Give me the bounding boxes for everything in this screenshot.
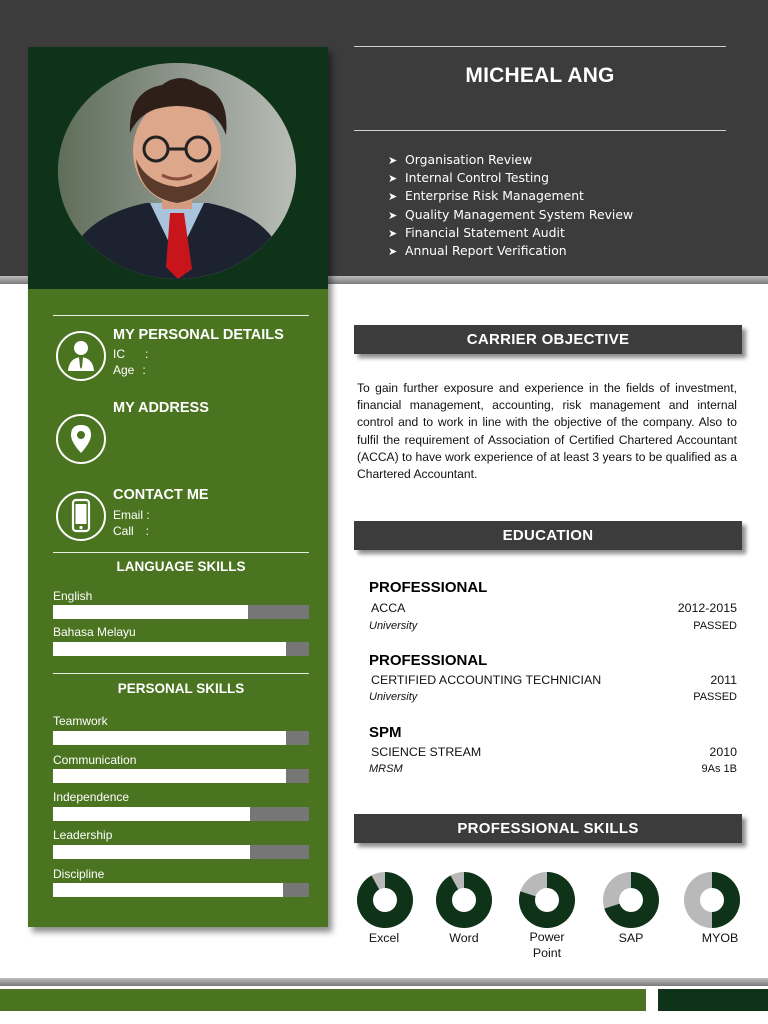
- age-colon: :: [142, 363, 146, 377]
- service-item: [388, 224, 633, 242]
- education-subrow: [369, 620, 737, 632]
- call-colon: :: [145, 524, 150, 538]
- skill-donut: [356, 871, 414, 929]
- email-field: Email :: [113, 508, 150, 522]
- call-label: Call: [113, 524, 134, 538]
- ic-label: IC: [113, 347, 125, 361]
- education-header: EDUCATION: [354, 521, 742, 550]
- panel-divider: [53, 315, 309, 316]
- candidate-name: MICHEAL ANG: [465, 64, 615, 87]
- education-row: [371, 673, 737, 687]
- skill-label: Word: [449, 931, 479, 945]
- call-field: [113, 524, 149, 540]
- language-skill-fill: [53, 605, 248, 619]
- personal-skill-fill: [53, 731, 286, 745]
- chevron-right-icon: ➤: [388, 172, 398, 186]
- personal-skill-bar: [53, 807, 309, 821]
- service-item: [388, 187, 633, 205]
- phone-icon: [56, 491, 106, 541]
- donut-hole: [373, 888, 397, 912]
- location-pin-icon: [56, 414, 106, 464]
- person-icon: [56, 331, 106, 381]
- panel-divider: [53, 552, 309, 553]
- name-divider-top: [354, 46, 726, 47]
- education-heading: SPM: [369, 724, 402, 741]
- donut-hole: [535, 888, 559, 912]
- footer-dark-band: [658, 989, 768, 1011]
- education-year: 2011: [710, 673, 737, 687]
- ic-colon: :: [145, 347, 149, 361]
- education-heading: PROFESSIONAL: [369, 652, 488, 669]
- education-name: CERTIFIED ACCOUNTING TECHNICIAN: [371, 673, 602, 687]
- personal-skills-title: PERSONAL SKILLS: [117, 681, 245, 696]
- chevron-right-icon: ➤: [388, 245, 398, 259]
- skill-donut: [683, 871, 741, 929]
- side-panel: [28, 47, 328, 927]
- name-divider-bottom: [354, 130, 726, 131]
- personal-skill-label: Communication: [53, 753, 137, 767]
- language-skill-label: Bahasa Melayu: [53, 625, 136, 639]
- personal-skill-label: Discipline: [53, 867, 105, 881]
- education-heading: PROFESSIONAL: [369, 579, 488, 596]
- education-row: [371, 601, 737, 615]
- photo-backdrop: [28, 47, 328, 289]
- profile-photo: [58, 63, 296, 279]
- ic-field: [113, 347, 148, 363]
- chevron-right-icon: ➤: [388, 226, 398, 240]
- education-name: SCIENCE STREAM: [371, 745, 482, 759]
- service-label: Quality Management System Review: [405, 206, 634, 222]
- skill-donut: [435, 871, 493, 929]
- location-pin-graphic: [58, 416, 104, 462]
- education-result: PASSED: [693, 620, 737, 632]
- language-skill-fill: [53, 642, 286, 656]
- personal-skill-bar: [53, 845, 309, 859]
- education-subrow: [369, 691, 737, 703]
- service-label: Organisation Review: [405, 152, 533, 167]
- professional-skills-header: PROFESSIONAL SKILLS: [354, 814, 742, 843]
- service-item: [388, 242, 633, 260]
- language-skills-title: LANGUAGE SKILLS: [116, 559, 246, 574]
- skill-label: MYOB: [701, 931, 739, 945]
- carrier-objective-header: CARRIER OBJECTIVE: [354, 325, 742, 354]
- personal-details-title: MY PERSONAL DETAILS: [113, 327, 284, 343]
- education-result: PASSED: [693, 691, 737, 703]
- education-year: 2012-2015: [677, 601, 737, 615]
- skill-label: Excel: [368, 931, 400, 945]
- education-name: ACCA: [371, 601, 406, 615]
- education-result: 9As 1B: [701, 763, 737, 775]
- person-icon-graphic: [58, 333, 104, 379]
- services-list: [388, 151, 633, 260]
- service-label: Internal Control Testing: [405, 170, 549, 186]
- personal-skill-fill: [53, 807, 250, 821]
- education-institution: University: [369, 620, 418, 632]
- donut-hole: [452, 888, 476, 912]
- personal-skill-bar: [53, 731, 309, 745]
- donut-hole: [619, 888, 643, 912]
- skill-donut: [602, 871, 660, 929]
- education-institution: MRSM: [369, 763, 403, 775]
- service-item: [388, 169, 633, 187]
- footer-edge: [0, 978, 768, 986]
- skill-label: SAP: [618, 931, 644, 945]
- service-item: [388, 206, 633, 224]
- chevron-right-icon: ➤: [388, 154, 398, 167]
- address-title: MY ADDRESS: [113, 400, 209, 416]
- language-skill-bar: [53, 605, 309, 619]
- panel-divider: [53, 673, 309, 674]
- footer-green-band: [0, 989, 646, 1011]
- service-label: Annual Report Verification: [405, 243, 567, 259]
- language-skill-bar: [53, 642, 309, 656]
- personal-skill-label: Leadership: [53, 828, 113, 842]
- personal-skill-label: Teamwork: [53, 714, 108, 728]
- carrier-objective-text: To gain further exposure and experience in the fields of investment, financial management, accounting, risk management and internal control and to work in line with the objective of the company. Also to fulfil the requirement of Association of Certified Chartered Accountant (ACCA) to have work experience of at least 3 years to be qualified as a Chartered Accountant.: [357, 381, 737, 482]
- age-label: Age: [113, 363, 135, 377]
- education-row: [371, 745, 737, 759]
- chevron-right-icon: ➤: [388, 190, 398, 204]
- personal-skill-bar: [53, 883, 309, 897]
- skill-donut: [518, 871, 576, 929]
- age-field: [113, 363, 146, 379]
- service-label: Enterprise Risk Management: [405, 188, 584, 204]
- contact-title: CONTACT ME: [113, 487, 209, 503]
- service-item: [388, 151, 633, 169]
- education-institution: University: [369, 691, 418, 703]
- personal-skill-bar: [53, 769, 309, 783]
- phone-icon-graphic: [58, 493, 104, 539]
- profile-photo-illustration: [58, 63, 296, 279]
- chevron-right-icon: ➤: [388, 208, 398, 222]
- donut-hole: [700, 888, 724, 912]
- personal-skill-fill: [53, 845, 250, 859]
- personal-skill-fill: [53, 769, 286, 783]
- skill-label: Power Point: [529, 930, 565, 960]
- personal-skill-label: Independence: [53, 790, 130, 804]
- language-skill-label: English: [53, 589, 93, 603]
- education-year: 2010: [709, 745, 737, 759]
- service-label: Financial Statement Audit: [405, 224, 565, 240]
- education-subrow: [369, 763, 737, 775]
- personal-skill-fill: [53, 883, 283, 897]
